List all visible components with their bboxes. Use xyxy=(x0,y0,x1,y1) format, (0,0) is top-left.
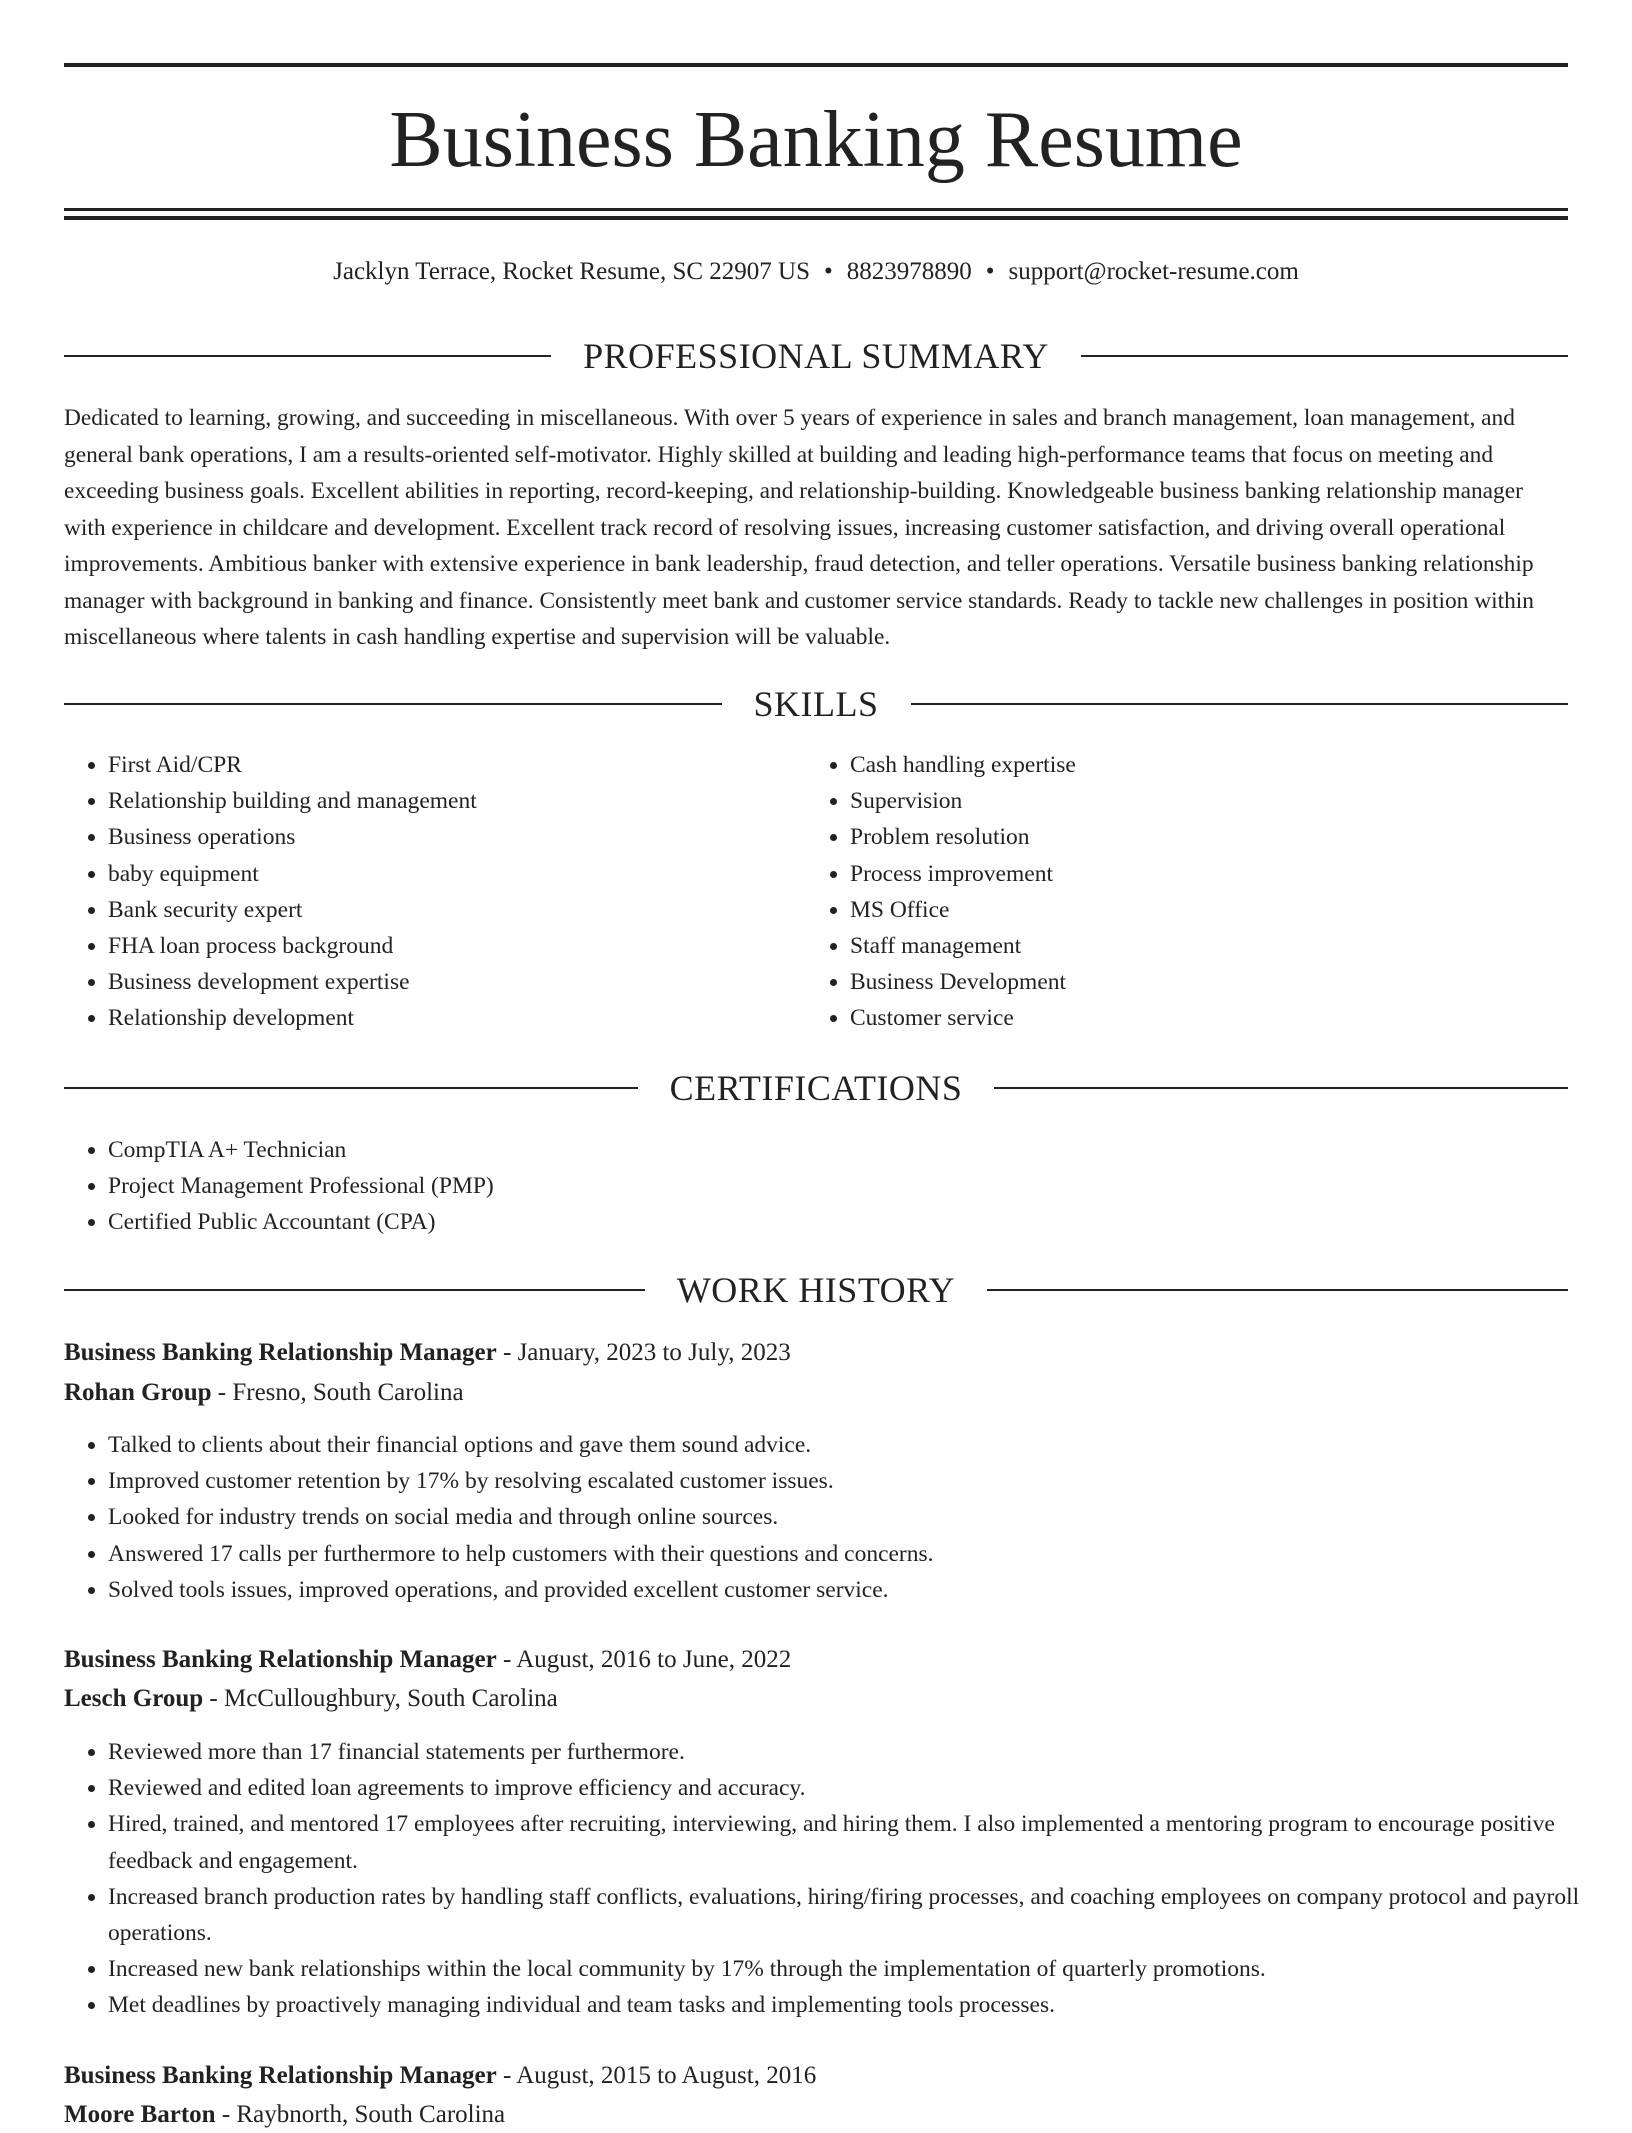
summary-heading xyxy=(64,334,1568,378)
certification-item: • CompTIA A+ Technician xyxy=(108,1132,1612,1168)
heading-rule xyxy=(64,703,722,705)
job-bullet: • Met deadlines by proactively managing individual and team tasks and implementing tools processes. xyxy=(108,1987,1612,2023)
skill-item: • Customer service xyxy=(850,1000,1550,1036)
heading-rule xyxy=(987,1289,1568,1291)
skill-item: • baby equipment xyxy=(108,856,808,892)
skill-item: • Bank security expert xyxy=(108,892,808,928)
contact-separator: • xyxy=(824,258,833,285)
job-title-line xyxy=(64,2058,1568,2094)
certification-item: • Project Management Professional (PMP) xyxy=(108,1168,1612,1204)
job-title-line xyxy=(64,1642,1568,1678)
title-rule-upper xyxy=(64,208,1568,211)
certification-item: • Certified Public Accountant (CPA) xyxy=(108,1204,1612,1240)
work-history-heading-label: WORK HISTORY xyxy=(676,1270,956,1310)
heading-rule xyxy=(911,703,1569,705)
job-dates: - August, 2015 to August, 2016 xyxy=(496,2062,817,2089)
heading-rule xyxy=(1081,355,1568,357)
skill-item: • Relationship building and management xyxy=(108,783,808,819)
job-title-line xyxy=(64,1335,1568,1371)
skill-item: • Business development expertise xyxy=(108,964,808,1000)
job-bullets xyxy=(64,1427,1612,1608)
job-dates: - January, 2023 to July, 2023 xyxy=(496,1339,791,1366)
contact-separator: • xyxy=(985,258,995,285)
heading-rule xyxy=(64,1289,645,1291)
skill-item: • MS Office xyxy=(850,892,1550,928)
job-company-line xyxy=(64,2097,1568,2133)
job-company: Lesch Group xyxy=(64,1685,204,1712)
skill-item: • FHA loan process background xyxy=(108,928,808,964)
job-bullet: • Solved tools issues, improved operations, and provided excellent customer service. xyxy=(108,1572,1612,1608)
job-bullet: • Reviewed and edited loan agreements to improve efficiency and accuracy. xyxy=(108,1770,1612,1806)
top-rule xyxy=(64,63,1568,67)
contact-phone: 8823978890 xyxy=(846,258,972,285)
title-rule-lower xyxy=(64,216,1568,220)
work-history-heading xyxy=(64,1268,1568,1312)
job-bullet: • Increased new bank relationships within the local community by 17% through the implementation of quarterly promotions. xyxy=(108,1951,1612,1987)
skill-item: • Business Development xyxy=(850,964,1550,1000)
job-location: - McCulloughbury, South Carolina xyxy=(203,1685,558,1712)
job-bullet: • Looked for industry trends on social media and through online sources. xyxy=(108,1499,1612,1535)
resume-title: Business Banking Resume xyxy=(389,96,1243,184)
job-bullet: • Increased branch production rates by handling staff conflicts, evaluations, hiring/firing processes, and coaching employees on company protocol and payroll operations. xyxy=(108,1879,1612,1951)
job-company-line xyxy=(64,1375,1568,1411)
skills-heading xyxy=(64,682,1568,726)
job-dates: - August, 2016 to June, 2022 xyxy=(496,1646,792,1673)
job-role: Business Banking Relationship Manager xyxy=(64,1339,497,1366)
job-bullet: • Answered 17 calls per furthermore to help customers with their questions and concerns. xyxy=(108,1536,1612,1572)
skill-item: • First Aid/CPR xyxy=(108,747,808,783)
job-bullet: • Improved customer retention by 17% by resolving escalated customer issues. xyxy=(108,1463,1612,1499)
summary-heading-label: PROFESSIONAL SUMMARY xyxy=(583,336,1049,376)
summary-text: Dedicated to learning, growing, and succeeding in miscellaneous. With over 5 years of experience in sales and branch management, loan management, and general bank operations, I am a results-oriented self-motivator. Highly skilled at building and leading high-performance teams that focus on meeting and exceeding business goals. Excellent abilities in reporting, record-keeping, and relationship-building. Knowledgeable business banking relationship manager with experience in childcare and development. Excellent track record of resolving issues, increasing customer satisfaction, and driving overall operational improvements. Ambitious banker with extensive experience in bank leadership, fraud detection, and teller operations. Versatile business banking relationship manager with background in banking and finance. Consistently meet bank and customer service standards. Ready to tackle new challenges in position within miscellaneous where talents in cash handling expertise and supervision will be valuable. xyxy=(64,405,1534,650)
heading-rule xyxy=(64,1087,638,1089)
job-location: - Raybnorth, South Carolina xyxy=(215,2101,506,2128)
contact-email: support@rocket-resume.com xyxy=(1008,258,1299,285)
heading-rule xyxy=(64,355,551,357)
certifications-heading xyxy=(64,1066,1568,1110)
skill-item: • Cash handling expertise xyxy=(850,747,1550,783)
job-company: Rohan Group xyxy=(64,1379,212,1406)
skills-heading-label: SKILLS xyxy=(753,684,879,724)
skill-item: • Business operations xyxy=(108,819,808,855)
job-location: - Fresno, South Carolina xyxy=(211,1379,464,1406)
contact-address: Jacklyn Terrace, Rocket Resume, SC 22907 US xyxy=(333,258,811,285)
certifications-heading-label: CERTIFICATIONS xyxy=(669,1068,963,1108)
skills-list-right xyxy=(806,747,1550,1037)
heading-rule xyxy=(994,1087,1568,1089)
job-bullet: • Talked to clients about their financial options and gave them sound advice. xyxy=(108,1427,1612,1463)
job-role: Business Banking Relationship Manager xyxy=(64,1646,497,1673)
skill-item: • Relationship development xyxy=(108,1000,808,1036)
skill-item: • Staff management xyxy=(850,928,1550,964)
skill-item: • Supervision xyxy=(850,783,1550,819)
job-company: Moore Barton xyxy=(64,2101,216,2128)
certifications-list xyxy=(64,1132,1612,1241)
skills-list-left xyxy=(64,747,808,1037)
job-bullets xyxy=(64,1734,1612,2024)
job-bullet: • Hired, trained, and mentored 17 employees after recruiting, interviewing, and hiring them. I also implemented a mentoring program to encourage positive feedback and engagement. xyxy=(108,1806,1612,1878)
job-role: Business Banking Relationship Manager xyxy=(64,2062,497,2089)
contact-line xyxy=(64,255,1568,289)
job-bullet: • Reviewed more than 17 financial statements per furthermore. xyxy=(108,1734,1612,1770)
skill-item: • Problem resolution xyxy=(850,819,1550,855)
skill-item: • Process improvement xyxy=(850,856,1550,892)
job-company-line xyxy=(64,1681,1568,1717)
